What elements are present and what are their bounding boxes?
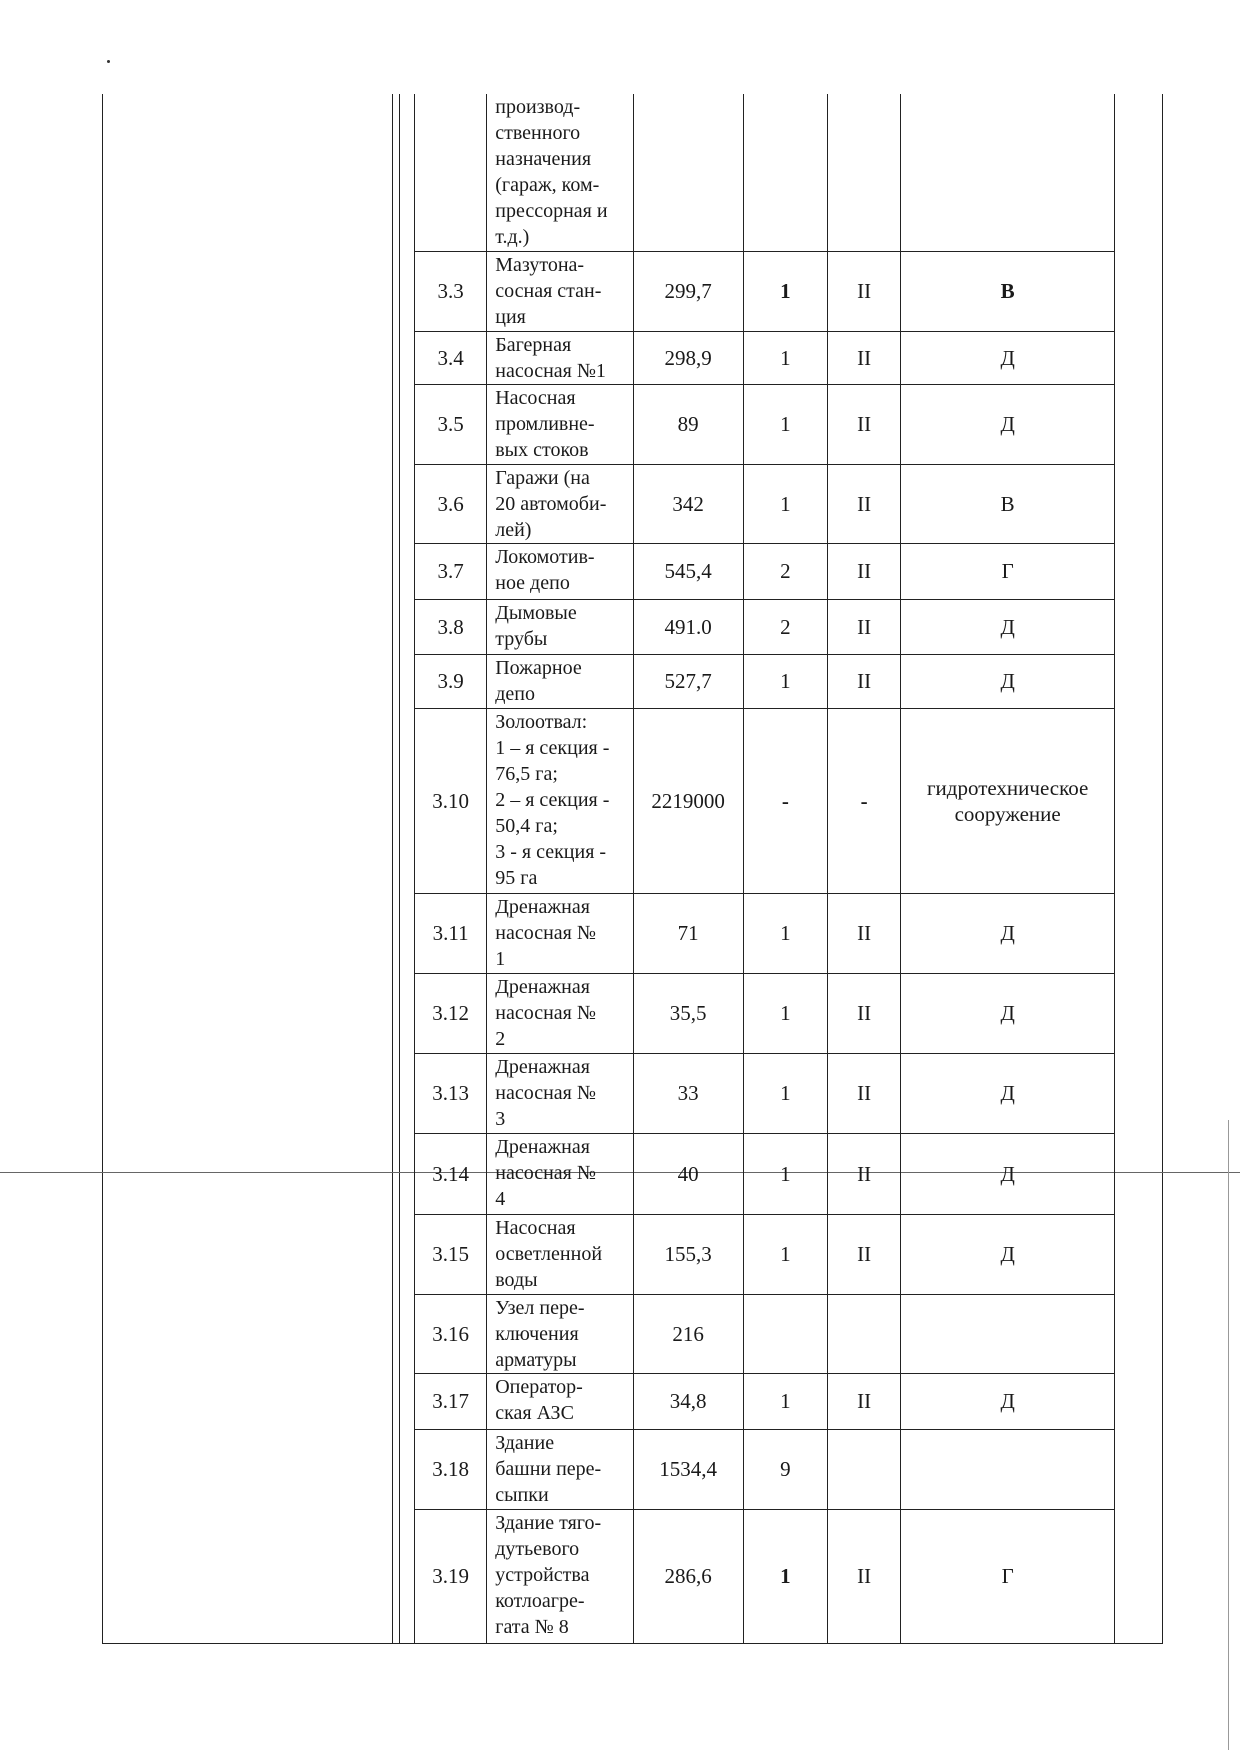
fire-resistance-value: II	[828, 1373, 901, 1429]
category-value: Д	[901, 1373, 1115, 1429]
row-number	[415, 94, 487, 251]
fire-resistance-value: II	[828, 1214, 901, 1294]
category-value: В	[901, 464, 1115, 543]
floors-value: 1	[743, 1053, 827, 1133]
building-name: Багерная насосная №1	[487, 331, 634, 384]
fire-resistance-value	[828, 1429, 901, 1509]
area-value: 298,9	[633, 331, 743, 384]
table-row	[415, 464, 1115, 543]
floors-value: 1	[743, 331, 827, 384]
floors-value: 1	[743, 251, 827, 331]
category-value: Д	[901, 1214, 1115, 1294]
buildings-table	[414, 94, 1115, 1644]
column-divider-left-inner	[399, 94, 400, 1643]
floors-value: 1	[743, 1509, 827, 1643]
row-number: 3.11	[415, 893, 487, 973]
floors-value: 1	[743, 973, 827, 1053]
area-value: 1534,4	[633, 1429, 743, 1509]
area-value: 286,6	[633, 1509, 743, 1643]
fire-resistance-value: -	[828, 708, 901, 893]
fire-resistance-value: II	[828, 543, 901, 599]
floors-value: 2	[743, 599, 827, 654]
floors-value: 1	[743, 1214, 827, 1294]
building-name: Здание башни пере- сыпки	[487, 1429, 634, 1509]
table-row	[415, 331, 1115, 384]
fire-resistance-value: II	[828, 1509, 901, 1643]
row-number: 3.18	[415, 1429, 487, 1509]
building-name: Дымовые трубы	[487, 599, 634, 654]
fire-resistance-value: II	[828, 1053, 901, 1133]
row-number: 3.14	[415, 1133, 487, 1214]
table-row	[415, 599, 1115, 654]
building-name: Локомотив- ное депо	[487, 543, 634, 599]
building-name: производ- ственного назначения (гараж, ком- прессорная и т.д.)	[487, 94, 634, 251]
area-value: 342	[633, 464, 743, 543]
building-name: Дренажная насосная № 4	[487, 1133, 634, 1214]
table-row	[415, 1373, 1115, 1429]
building-name: Дренажная насосная № 1	[487, 893, 634, 973]
fire-resistance-value	[828, 1294, 901, 1373]
category-value: Д	[901, 654, 1115, 708]
fire-resistance-value: II	[828, 599, 901, 654]
table-row	[415, 708, 1115, 893]
area-value: 71	[633, 893, 743, 973]
row-number: 3.13	[415, 1053, 487, 1133]
table-row	[415, 384, 1115, 464]
scan-speck	[107, 60, 110, 63]
area-value: 491.0	[633, 599, 743, 654]
floors-value	[743, 1294, 827, 1373]
floors-value: 9	[743, 1429, 827, 1509]
category-value: Г	[901, 543, 1115, 599]
row-number: 3.10	[415, 708, 487, 893]
building-name: Гаражи (на 20 автомоби- лей)	[487, 464, 634, 543]
category-value: Д	[901, 1053, 1115, 1133]
category-value: Д	[901, 331, 1115, 384]
building-name: Здание тяго- дутьевого устройства котлоагре- гата № 8	[487, 1509, 634, 1643]
floors-value: 1	[743, 384, 827, 464]
fire-resistance-value: II	[828, 654, 901, 708]
floors-value: 1	[743, 893, 827, 973]
row-number: 3.8	[415, 599, 487, 654]
category-value: Д	[901, 384, 1115, 464]
building-name: Оператор- ская АЗС	[487, 1373, 634, 1429]
fire-resistance-value: II	[828, 1133, 901, 1214]
area-value: 33	[633, 1053, 743, 1133]
row-number: 3.17	[415, 1373, 487, 1429]
row-number: 3.19	[415, 1509, 487, 1643]
category-value: Г	[901, 1509, 1115, 1643]
area-value: 545,4	[633, 543, 743, 599]
area-value: 527,7	[633, 654, 743, 708]
building-name: Дренажная насосная № 2	[487, 973, 634, 1053]
fire-resistance-value: II	[828, 251, 901, 331]
category-value: В	[901, 251, 1115, 331]
table-row	[415, 94, 1115, 251]
table-row	[415, 973, 1115, 1053]
building-name: Золоотвал: 1 – я секция - 76,5 га; 2 – я секция - 50,4 га; 3 - я секция - 95 га	[487, 708, 634, 893]
fire-resistance-value	[828, 94, 901, 251]
row-number: 3.6	[415, 464, 487, 543]
row-number: 3.5	[415, 384, 487, 464]
category-value: Д	[901, 1133, 1115, 1214]
building-name: Пожарное депо	[487, 654, 634, 708]
table-row	[415, 1214, 1115, 1294]
category-value: гидротехническое сооружение	[901, 708, 1115, 893]
floors-value: -	[743, 708, 827, 893]
area-value: 35,5	[633, 973, 743, 1053]
floors-value: 1	[743, 1133, 827, 1214]
row-number: 3.9	[415, 654, 487, 708]
building-name: Мазутона- сосная стан- ция	[487, 251, 634, 331]
fire-resistance-value: II	[828, 893, 901, 973]
fire-resistance-value: II	[828, 464, 901, 543]
area-value: 216	[633, 1294, 743, 1373]
area-value: 34,8	[633, 1373, 743, 1429]
building-name: Насосная осветленной воды	[487, 1214, 634, 1294]
row-number: 3.3	[415, 251, 487, 331]
category-value	[901, 1294, 1115, 1373]
fire-resistance-value: II	[828, 384, 901, 464]
table-row	[415, 1429, 1115, 1509]
table-row	[415, 1053, 1115, 1133]
table-row	[415, 251, 1115, 331]
row-number: 3.7	[415, 543, 487, 599]
building-name: Узел пере- ключения арматуры	[487, 1294, 634, 1373]
outer-left-border	[102, 94, 103, 1643]
area-value: 2219000	[633, 708, 743, 893]
row-number: 3.16	[415, 1294, 487, 1373]
category-value: Д	[901, 599, 1115, 654]
category-value: Д	[901, 893, 1115, 973]
row-number: 3.4	[415, 331, 487, 384]
table-row	[415, 543, 1115, 599]
row-number: 3.12	[415, 973, 487, 1053]
category-value	[901, 94, 1115, 251]
column-divider-left	[392, 94, 393, 1643]
category-value: Д	[901, 973, 1115, 1053]
fire-resistance-value: II	[828, 973, 901, 1053]
table-row	[415, 1294, 1115, 1373]
outer-right-border	[1162, 94, 1163, 1643]
building-name: Насосная промливне- вых стоков	[487, 384, 634, 464]
table-row	[415, 1509, 1115, 1643]
table-row	[415, 1133, 1115, 1214]
scan-edge-line	[1228, 1120, 1229, 1750]
row-number: 3.15	[415, 1214, 487, 1294]
floors-value	[743, 94, 827, 251]
table-row	[415, 654, 1115, 708]
floors-value: 1	[743, 654, 827, 708]
area-value: 40	[633, 1133, 743, 1214]
area-value: 89	[633, 384, 743, 464]
area-value: 299,7	[633, 251, 743, 331]
building-name: Дренажная насосная № 3	[487, 1053, 634, 1133]
fire-resistance-value: II	[828, 331, 901, 384]
table-body	[415, 94, 1115, 1643]
floors-value: 1	[743, 1373, 827, 1429]
floors-value: 1	[743, 464, 827, 543]
category-value	[901, 1429, 1115, 1509]
floors-value: 2	[743, 543, 827, 599]
area-value	[633, 94, 743, 251]
table-row	[415, 893, 1115, 973]
area-value: 155,3	[633, 1214, 743, 1294]
